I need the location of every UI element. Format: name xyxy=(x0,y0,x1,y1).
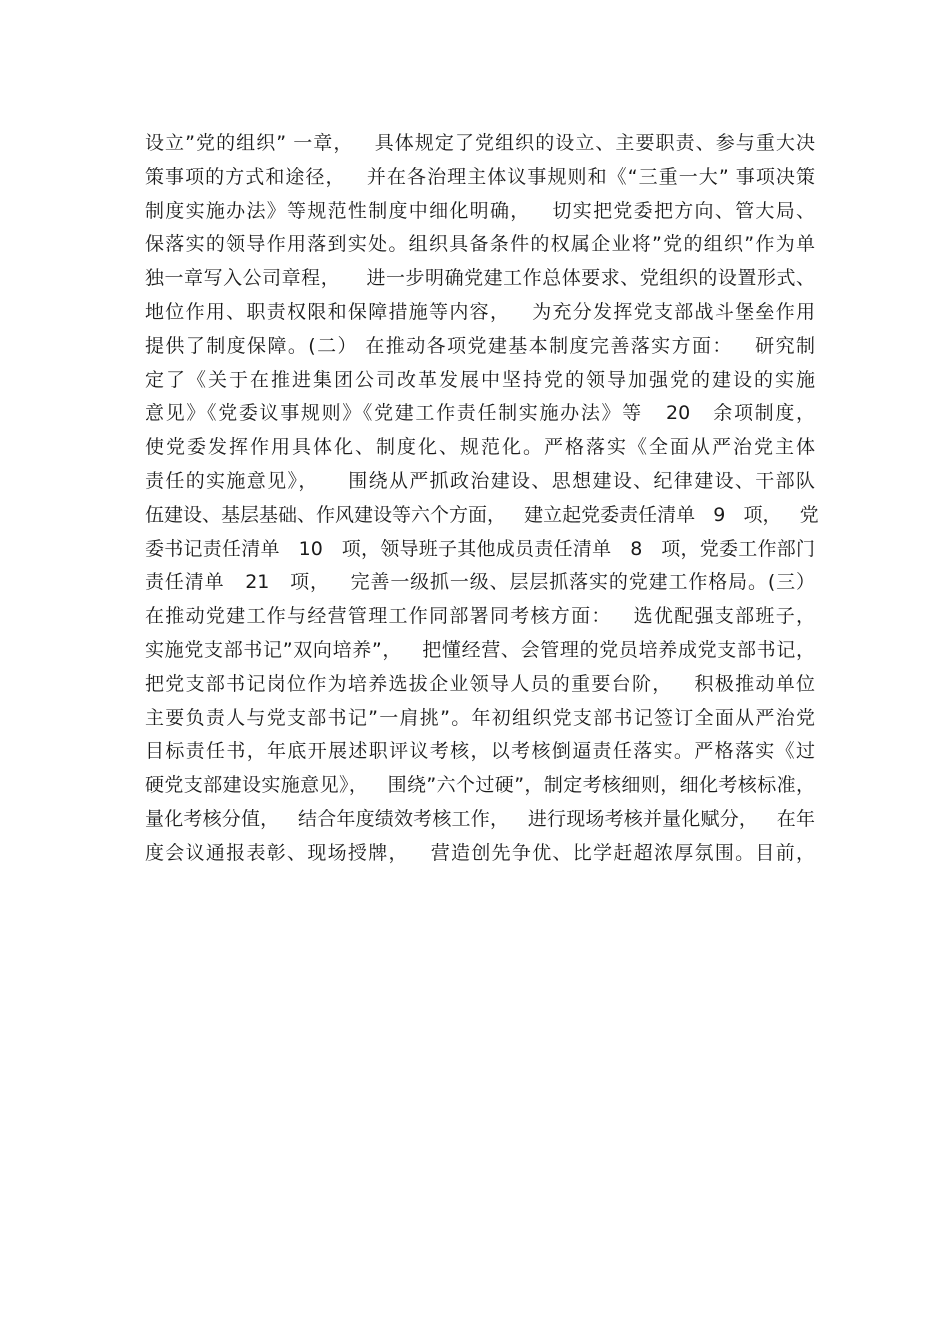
text-line: 独一章写入公司章程， 进一步明确党建工作总体要求、党组织的设置形式、 xyxy=(145,267,815,290)
text-line: 委书记责任清单 10 项，领导班子其他成员责任清单 8 项，党委工作部门 xyxy=(145,537,815,560)
text-line: 制度实施办法》等规范性制度中细化明确， 切实把党委把方向、管大局、 xyxy=(145,199,815,222)
text-line: 度会议通报表彰、现场授牌， 营造创先争优、比学赶超浓厚氛围。目前， xyxy=(145,841,815,864)
text-line: 把党支部书记岗位作为培养选拔企业领导人员的重要台阶， 积极推动单位 xyxy=(145,672,815,695)
text-line: 目标责任书，年底开展述职评议考核，以考核倒逼责任落实。严格落实《过 xyxy=(145,740,815,763)
text-line: 提供了制度保障。(二） 在推动各项党建基本制度完善落实方面： 研究制 xyxy=(145,334,815,357)
text-line: 地位作用、职责权限和保障措施等内容， 为充分发挥党支部战斗堡垒作用 xyxy=(145,300,815,323)
text-line: 保落实的领导作用落到实处。组织具备条件的权属企业将”党的组织”作为单 xyxy=(145,233,815,256)
text-line: 伍建设、基层基础、作风建设等六个方面， 建立起党委责任清单 9 项， 党 xyxy=(145,503,819,526)
text-line: 量化考核分值， 结合年度绩效考核工作， 进行现场考核并量化赋分， 在年 xyxy=(145,807,815,830)
text-line: 策事项的方式和途径， 并在各治理主体议事规则和《“三重一大” 事项决策 xyxy=(145,165,815,188)
text-line: 在推动党建工作与经营管理工作同部署同考核方面： 选优配强支部班子， xyxy=(145,605,815,628)
text-line: 主要负责人与党支部书记”一肩挑”。年初组织党支部书记签订全面从严治党 xyxy=(145,706,815,729)
body-paragraph xyxy=(145,127,819,871)
text-line: 设立”党的组织” 一章， 具体规定了党组织的设立、主要职责、参与重大决 xyxy=(145,132,815,154)
text-line: 定了《关于在推进集团公司改革发展中坚持党的领导加强党的建设的实施 xyxy=(145,368,815,391)
text-line: 硬党支部建设实施意见》， 围绕”六个过硬”，制定考核细则，细化考核标准， xyxy=(145,774,815,797)
text-line: 责任清单 21 项， 完善一级抓一级、层层抓落实的党建工作格局。(三） xyxy=(145,571,815,594)
text-line: 使党委发挥作用具体化、制度化、规范化。严格落实《全面从严治党主体 xyxy=(145,436,815,459)
text-line: 实施党支部书记”双向培养”， 把懂经营、会管理的党员培养成党支部书记， xyxy=(145,638,815,661)
text-line: 意见》《党委议事规则》《党建工作责任制实施办法》等 20 余项制度， xyxy=(145,402,815,425)
text-line: 责任的实施意见》， 围绕从严抓政治建设、思想建设、纪律建设、干部队 xyxy=(145,469,815,492)
